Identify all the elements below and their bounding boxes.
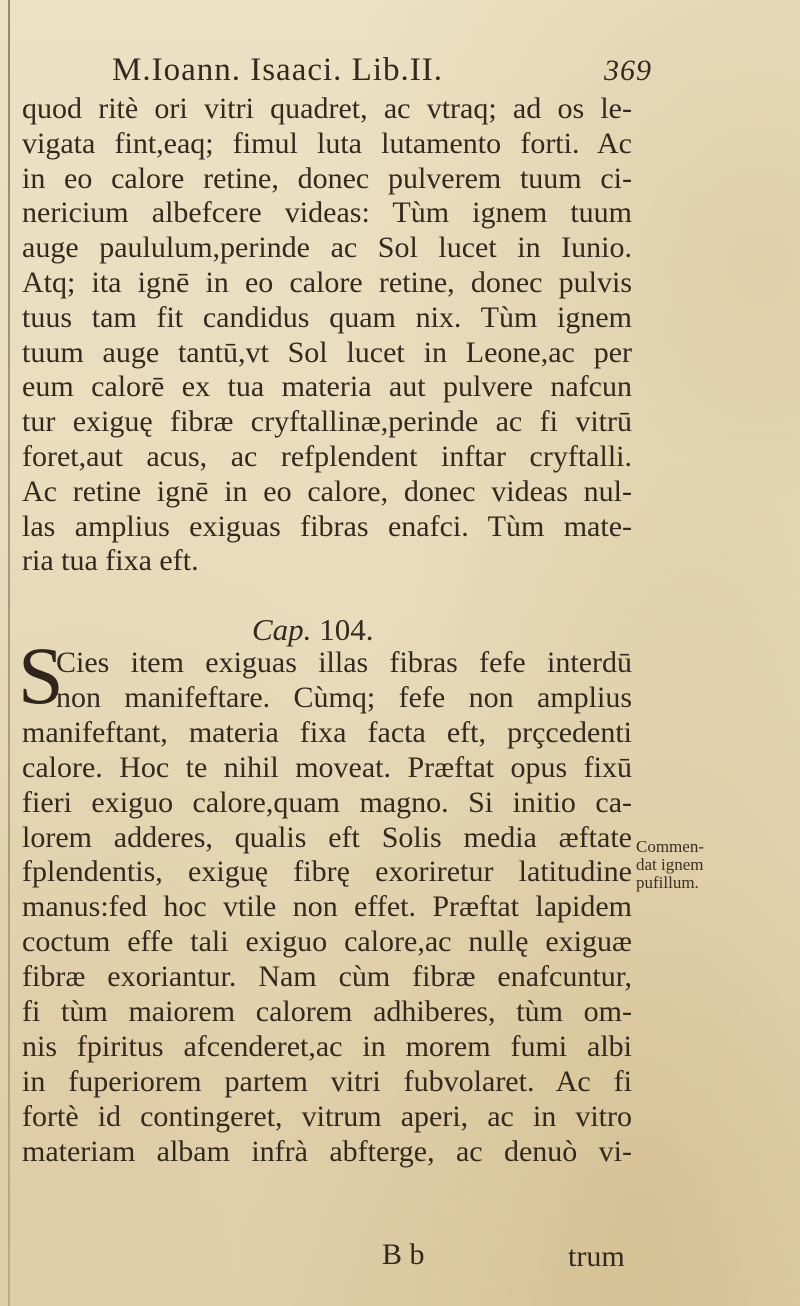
text-line: nis fpiritus afcenderet,ac in morem fumi albi — [22, 1029, 632, 1063]
paragraph-1 — [22, 92, 632, 579]
text-line: fibræ exoriantur. Nam cùm fibræ enafcuntur, — [22, 960, 632, 994]
text-line: calore. Hoc te nihil moveat. Præftat opus fixū — [22, 750, 632, 784]
chapter-prefix: Cap. — [252, 612, 312, 647]
drop-cap-initial: S — [18, 630, 64, 721]
text-line: tuum auge tantū,vt Sol lucet in Leone,ac per — [22, 335, 632, 369]
text-line: fieri exiguo calore,quam magno. Si initio ca- — [22, 785, 632, 819]
text-line: quod ritè ori vitri quadret, ac vtraq; ad os le- — [22, 92, 632, 125]
text-line: manus:fed hoc vtile non effet. Præftat lapidem — [22, 890, 632, 924]
text-line: Atq; ita ignē in eo calore retine, donec pulvis — [22, 265, 632, 299]
running-head — [112, 52, 652, 96]
text-line: auge paululum,perinde ac Sol lucet in Iunio. — [22, 231, 632, 265]
text-line: non manifeftare. Cùmq; fefe non amplius — [56, 680, 632, 714]
text-line: las amplius exiguas fibras enafci. Tùm mate- — [22, 509, 632, 543]
note-line: Commen- — [636, 837, 704, 856]
note-line: dat ignem — [636, 855, 704, 874]
marginal-note — [636, 838, 786, 892]
chapter-paragraph — [22, 646, 632, 1170]
text-line: in eo calore retine, donec pulverem tuum ci- — [22, 161, 632, 195]
running-title: M.Ioann. Isaaci. Lib.II. — [112, 52, 443, 88]
text-line: nericium albefcere videas: Tùm ignem tuum — [22, 196, 632, 230]
text-line: ria tua fixa eft. — [22, 544, 199, 578]
catchword: trum — [568, 1240, 625, 1273]
page-edge-shadow — [8, 0, 10, 1306]
chapter-heading — [252, 612, 432, 648]
text-line: eum calorē ex tua materia aut pulvere nafcun — [22, 370, 632, 404]
text-line: fi tùm maiorem calorem adhiberes, tùm om- — [22, 995, 632, 1029]
signature-mark: B b — [382, 1238, 425, 1271]
text-line: foret,aut acus, ac refplendent inftar cryftalli. — [22, 439, 632, 473]
text-line: manifeftant, materia fixa facta eft, prçcedenti — [22, 715, 632, 749]
text-line: in fuperiorem partem vitri fubvolaret. Ac fi — [22, 1064, 632, 1098]
text-line: fortè id contingeret, vitrum aperi, ac in vitro — [22, 1099, 632, 1133]
text-line: materiam albam infrà abfterge, ac denuò vi- — [22, 1134, 632, 1168]
text-line: coctum effe tali exiguo calore,ac nullę exiguæ — [22, 925, 632, 959]
text-line: Ac retine ignē in eo calore, donec videas nul- — [22, 474, 632, 508]
note-line: pufillum. — [636, 873, 699, 892]
text-line: Cies item exiguas illas fibras fefe interdū — [56, 646, 632, 679]
text-line: tuus tam fit candidus quam nix. Tùm ignem — [22, 300, 632, 334]
text-line: lorem adderes, qualis eft Solis media æftate — [22, 820, 632, 854]
page-number: 369 — [604, 54, 652, 87]
text-line: fplendentis, exiguę fibrę exoriretur latitudine — [22, 855, 632, 889]
text-line: tur exiguę fibræ cryftallinæ,perinde ac fi vitrū — [22, 405, 632, 439]
chapter-number: 104. — [319, 612, 374, 647]
text-line: vigata fint,eaq; fimul luta lutamento forti. Ac — [22, 126, 632, 160]
